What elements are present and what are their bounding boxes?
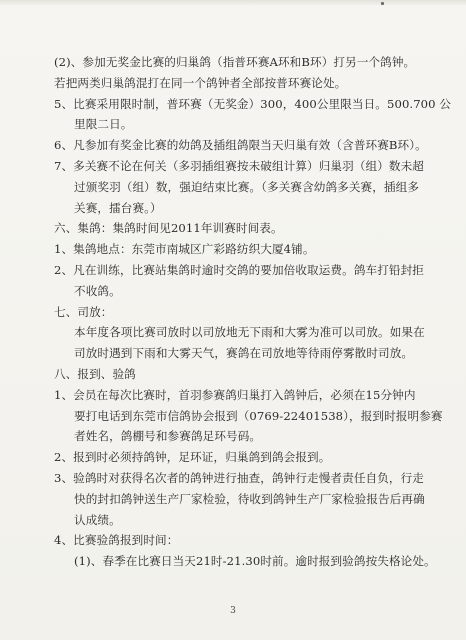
- text-line: 2、凡在训练，比赛站集鸽时逾时交鸽的要加倍收取运费。鸽车打铅封拒: [54, 262, 424, 277]
- text-line: 1、集鸽地点：东莞市南城区广彩路纺织大厦4铺。: [54, 242, 315, 257]
- text-line: 本年度各项比赛司放时以司放地无下雨和大雾为准可以司放。如果在: [74, 325, 425, 340]
- text-line: 1、会员在每次比赛时，首羽参赛鸽归巢打入鸽钟后，必须在15分钟内: [54, 387, 416, 402]
- text-line: 要打电话到东莞市信鸽协会报到（0769-22401538），报到时报明参赛: [74, 408, 443, 423]
- text-line: 4、比赛验鸽报到时间：: [54, 533, 179, 548]
- text-line: 5、比赛采用限时制，普环赛（无奖金）300，400公里限当日。500.700 公: [54, 96, 452, 111]
- text-line: 认成绩。: [74, 512, 121, 527]
- scan-mark: [381, 2, 384, 5]
- text-line: 2、报到时必须持鸽钟，足环证，归巢鸽到鸽会报到。: [54, 450, 331, 465]
- text-line: 不收鸽。: [74, 283, 121, 298]
- text-line: 快的封扣鸽钟送生产厂家检验，待收到鸽钟生产厂家检验报告后再确: [74, 491, 425, 506]
- text-line: 若把两类归巢鸽混打在同一个鸽钟者全部按普环赛论处。: [54, 75, 347, 90]
- section-heading: 八、报到、验鸽: [54, 366, 136, 381]
- page-number: 3: [230, 606, 236, 616]
- text-line: 里限二日。: [74, 117, 133, 132]
- section-heading: 七、司放：: [54, 304, 113, 319]
- text-line: 者姓名，鸽棚号和参赛鸽足环号码。: [74, 429, 262, 444]
- text-line: 过颁奖羽（组）数，强迫结束比赛。（多关赛含幼鸽多关赛，插组多: [74, 179, 420, 194]
- text-line: 3、验鸽时对获得名次者的鸽钟进行抽查，鸽钟行走慢者责任自负，行走: [54, 470, 424, 485]
- text-line: 6、凡参加有奖金比赛的幼鸽及插组鸽限当天归巢有效（含普环赛B环）。: [54, 138, 427, 153]
- scan-edge: [0, 0, 466, 6]
- text-line: (1)、春季在比赛日当天21时-21.30时前。逾时报到验鸽按失格论处。: [74, 554, 436, 569]
- text-line: (2)、参加无奖金比赛的归巢鸽（指普环赛A环和B环）打另一个鸽钟。: [54, 55, 416, 69]
- regulation-body: [44, 52, 452, 572]
- text-line: 司放时遇到下雨和大雾天气，赛鸽在司放地等待雨停雾散时司放。: [74, 346, 414, 361]
- text-line: 关赛，擂台赛。）: [74, 200, 162, 215]
- section-heading: 六、集鸽：集鸽时间见2011年训赛时间表。: [54, 221, 283, 236]
- text-line: 7、多关赛不论在何关（多羽插组赛按未破组计算）归巢羽（组）数未超: [54, 158, 424, 173]
